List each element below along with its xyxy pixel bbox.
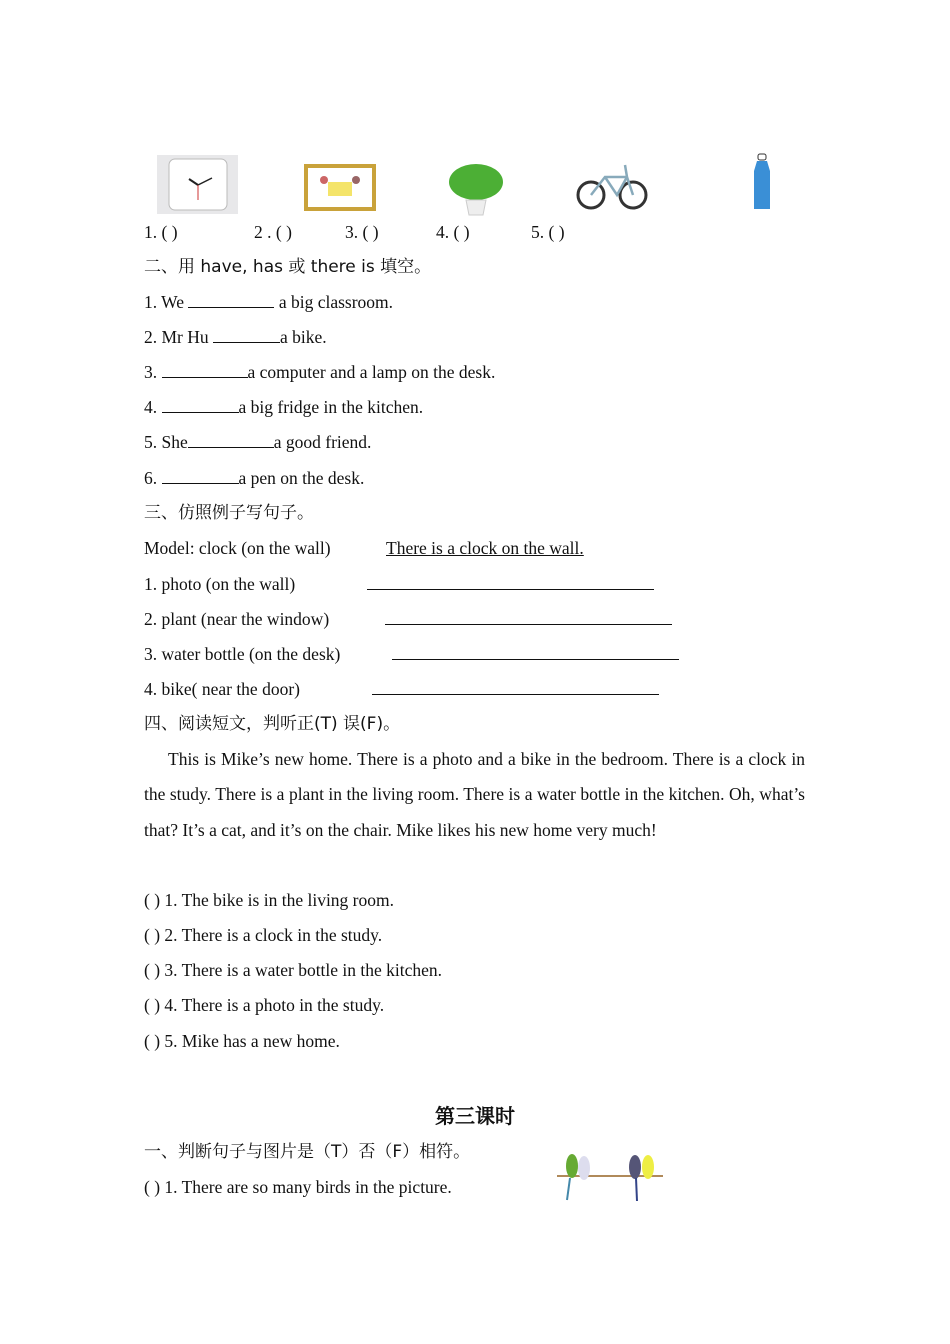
birds-picture	[555, 1148, 665, 1206]
bike-picture	[575, 157, 648, 217]
model-label: Model: clock (on the wall)	[144, 538, 331, 558]
worksheet-page: 1. ( ) 2 . ( ) 3. ( ) 4. ( ) 5. ( ) 二、用 have, has 或 there is 填空。 1. We a big classroom. 2. Mr Hu a bike. 3. a computer and a lamp on the desk. 4. a big fridge in the kitchen. 5. She a good friend. 6. a pen on the desk. 三、仿照例子写句子。 Model: clock (on the wall) There is a clock on the wall. 1. photo (on the wall) 2. plant (near the window) 3. water bottle (on the desk) 4. bike( near the door) 四、阅读短文，判听正(T) 误(F)。 This is Mike’s new home. There is a photo and a bike in the bedroom. There is a clock in the study. There is a plant in the living room. There is a water bottle in the kitchen. Oh, what’s that? It’s a cat, and it’s on the chair. Mike likes his new home very much! ( ) 1. The bike is in the living room. ( ) 2. There is a clock in the study. ( ) 3. There is a water bottle in the kitchen. ( ) 4. There is a photo in the study. ( ) 5. Mike has a new home. 第三课时 一、判断句子与图片是（T）否（F）相符。 ( ) 1. There are so many birds in the picture.	[0, 0, 950, 1344]
fill-item-2: 2. Mr Hu a bike.	[144, 327, 327, 347]
fill-item-5: 5. She a good friend.	[144, 432, 372, 452]
write-item-1: 1. photo (on the wall)	[144, 574, 296, 594]
water-bottle-picture	[748, 153, 778, 211]
fill-item-4: 4. a big fridge in the kitchen.	[144, 397, 424, 417]
tf-item-2: ( ) 2. There is a clock in the study.	[144, 925, 383, 945]
model-answer: There is a clock on the wall.	[386, 538, 584, 558]
fill-item-3: 3. a computer and a lamp on the desk.	[144, 362, 496, 382]
section2-heading: 二、用 have, has 或 there is 填空。	[144, 257, 432, 277]
tf-item-1: ( ) 1. The bike is in the living room.	[144, 890, 394, 910]
fill-item-6: 6. a pen on the desk.	[144, 468, 365, 488]
write-item-4: 4. bike( near the door)	[144, 679, 300, 699]
reading-passage: This is Mike’s new home. There is a photo and a bike in the bedroom. There is a clock in the study. There is a plant in the living room. There is a water bottle in the kitchen. Oh, what’s that? It’s a cat, and it’s on the chair. Mike likes his new home very much!	[144, 749, 805, 840]
plant-picture	[446, 160, 506, 217]
tf-item-3: ( ) 3. There is a water bottle in the kitchen.	[144, 960, 443, 980]
section3-heading: 三、仿照例子写句子。	[144, 503, 314, 523]
lesson3-heading: 一、判断句子与图片是（T）否（F）相符。	[144, 1142, 471, 1162]
write-item-2: 2. plant (near the window)	[144, 609, 330, 629]
lesson3-title: 第三课时	[435, 1104, 515, 1128]
fill-item-1: 1. We a big classroom.	[144, 292, 394, 312]
lesson3-item-1: ( ) 1. There are so many birds in the picture.	[144, 1177, 452, 1197]
tf-item-4: ( ) 4. There is a photo in the study.	[144, 995, 385, 1015]
clock-picture	[157, 155, 238, 214]
tf-item-5: ( ) 5. Mike has a new home.	[144, 1031, 340, 1051]
section4-heading: 四、阅读短文，判听正(T) 误(F)。	[144, 714, 401, 734]
write-item-3: 3. water bottle (on the desk)	[144, 644, 341, 664]
photo-picture	[304, 164, 376, 211]
